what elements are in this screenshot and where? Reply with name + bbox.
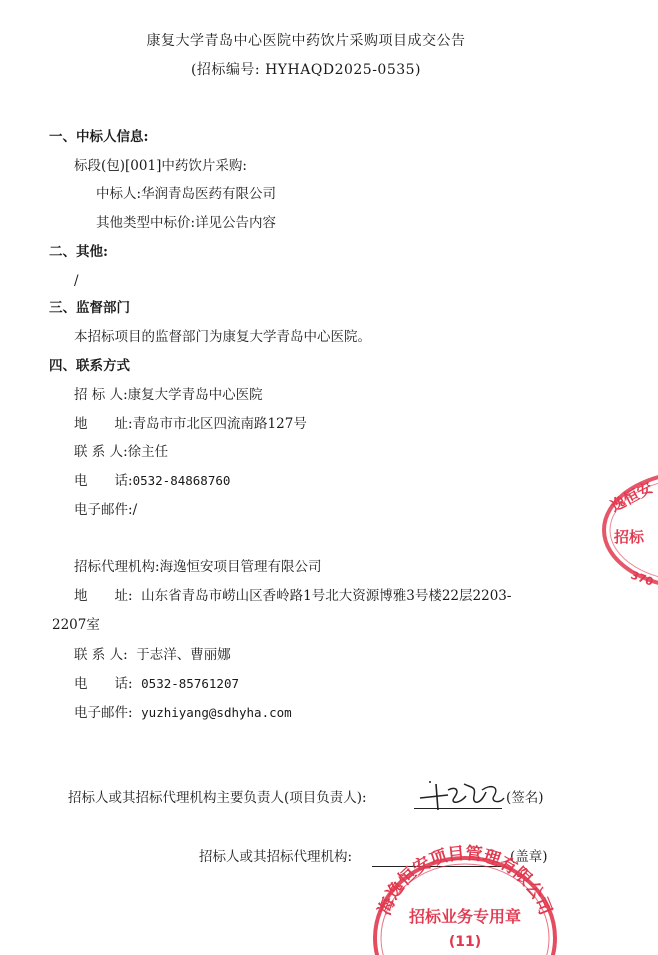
agency-address-line xyxy=(74,587,511,605)
agency-address-cont: 2207室 xyxy=(52,617,100,633)
signature-person-suffix: (签名) xyxy=(506,790,544,806)
email-line xyxy=(74,501,137,519)
section1-heading: 一、中标人信息: xyxy=(49,129,149,145)
phone-value: 0532-84868760 xyxy=(132,473,231,488)
company-seal-icon xyxy=(372,842,558,955)
edge-seal-icon xyxy=(600,470,658,590)
seal-number-text: (11) xyxy=(448,934,482,950)
agency-contact-value: 于志洋、曹丽娜 xyxy=(136,647,231,663)
contact-line xyxy=(74,443,168,461)
section2-content: / xyxy=(74,273,79,289)
section3-content: 本招标项目的监督部门为康复大学青岛中心医院。 xyxy=(74,329,371,345)
agency-phone-line xyxy=(74,675,239,693)
agency-value: 海逸恒安项目管理有限公司 xyxy=(159,559,322,575)
agency-address-value-1: 山东省青岛市崂山区香岭路1号北大资源博雅3号楼22层2203- xyxy=(141,588,512,604)
document-title: 康复大学青岛中心医院中药饮片采购项目成交公告 xyxy=(146,33,466,49)
address-value: 青岛市市北区四流南路127号 xyxy=(132,416,307,432)
agency-email-line xyxy=(74,704,292,722)
email-value: / xyxy=(132,502,138,518)
agency-line xyxy=(74,558,322,576)
edge-seal-mid-text: 招标 xyxy=(614,528,645,546)
agency-address-label: 地 址: xyxy=(74,588,133,604)
winner-value: 华润青岛医药有限公司 xyxy=(141,186,277,202)
lot-line: 标段(包)[001]中药饮片采购: xyxy=(74,158,247,174)
price-line xyxy=(96,214,276,232)
signature-org-label: 招标人或其招标代理机构: xyxy=(199,849,353,865)
section4-heading: 四、联系方式 xyxy=(49,358,130,374)
handwritten-signature-icon xyxy=(416,776,508,814)
agency-phone-label: 电 话: xyxy=(74,676,133,692)
seal-middle-text: 招标业务专用章 xyxy=(408,907,522,926)
contact-label: 联 系 人: xyxy=(74,444,128,460)
agency-contact-line xyxy=(74,646,231,664)
agency-contact-label: 联 系 人: xyxy=(74,647,128,663)
price-value: 详见公告内容 xyxy=(195,215,277,231)
edge-seal-top-text: 逸恒安 xyxy=(607,478,656,516)
signature-person-label: 招标人或其招标代理机构主要负责人(项目负责人): xyxy=(68,790,367,806)
edge-seal-number: 370 xyxy=(628,568,656,589)
phone-line xyxy=(74,472,230,490)
price-label: 其他类型中标价: xyxy=(96,215,196,231)
seal-top-text: 海逸恒安项目管理有限公司 xyxy=(374,843,556,919)
agency-phone-value: 0532-85761207 xyxy=(141,676,239,691)
agency-label: 招标代理机构: xyxy=(74,559,160,575)
document-subtitle: (招标编号: HYHAQD2025-0535) xyxy=(190,62,422,78)
agency-email-label: 电子邮件: xyxy=(74,705,133,721)
section2-heading: 二、其他: xyxy=(49,244,108,260)
address-line xyxy=(74,415,307,433)
tenderer-value: 康复大学青岛中心医院 xyxy=(127,387,263,403)
address-label: 地 址: xyxy=(74,416,133,432)
email-label: 电子邮件: xyxy=(74,502,133,518)
section3-heading: 三、监督部门 xyxy=(49,300,130,316)
winner-line xyxy=(96,185,276,203)
phone-label: 电 话: xyxy=(74,473,133,489)
agency-email-value: yuzhiyang@sdhyha.com xyxy=(141,705,292,720)
tenderer-label: 招 标 人: xyxy=(74,387,128,403)
contact-value: 徐主任 xyxy=(127,444,169,460)
signature-org-suffix: (盖章) xyxy=(510,849,548,865)
tenderer-line xyxy=(74,386,263,404)
winner-label: 中标人: xyxy=(96,186,142,202)
